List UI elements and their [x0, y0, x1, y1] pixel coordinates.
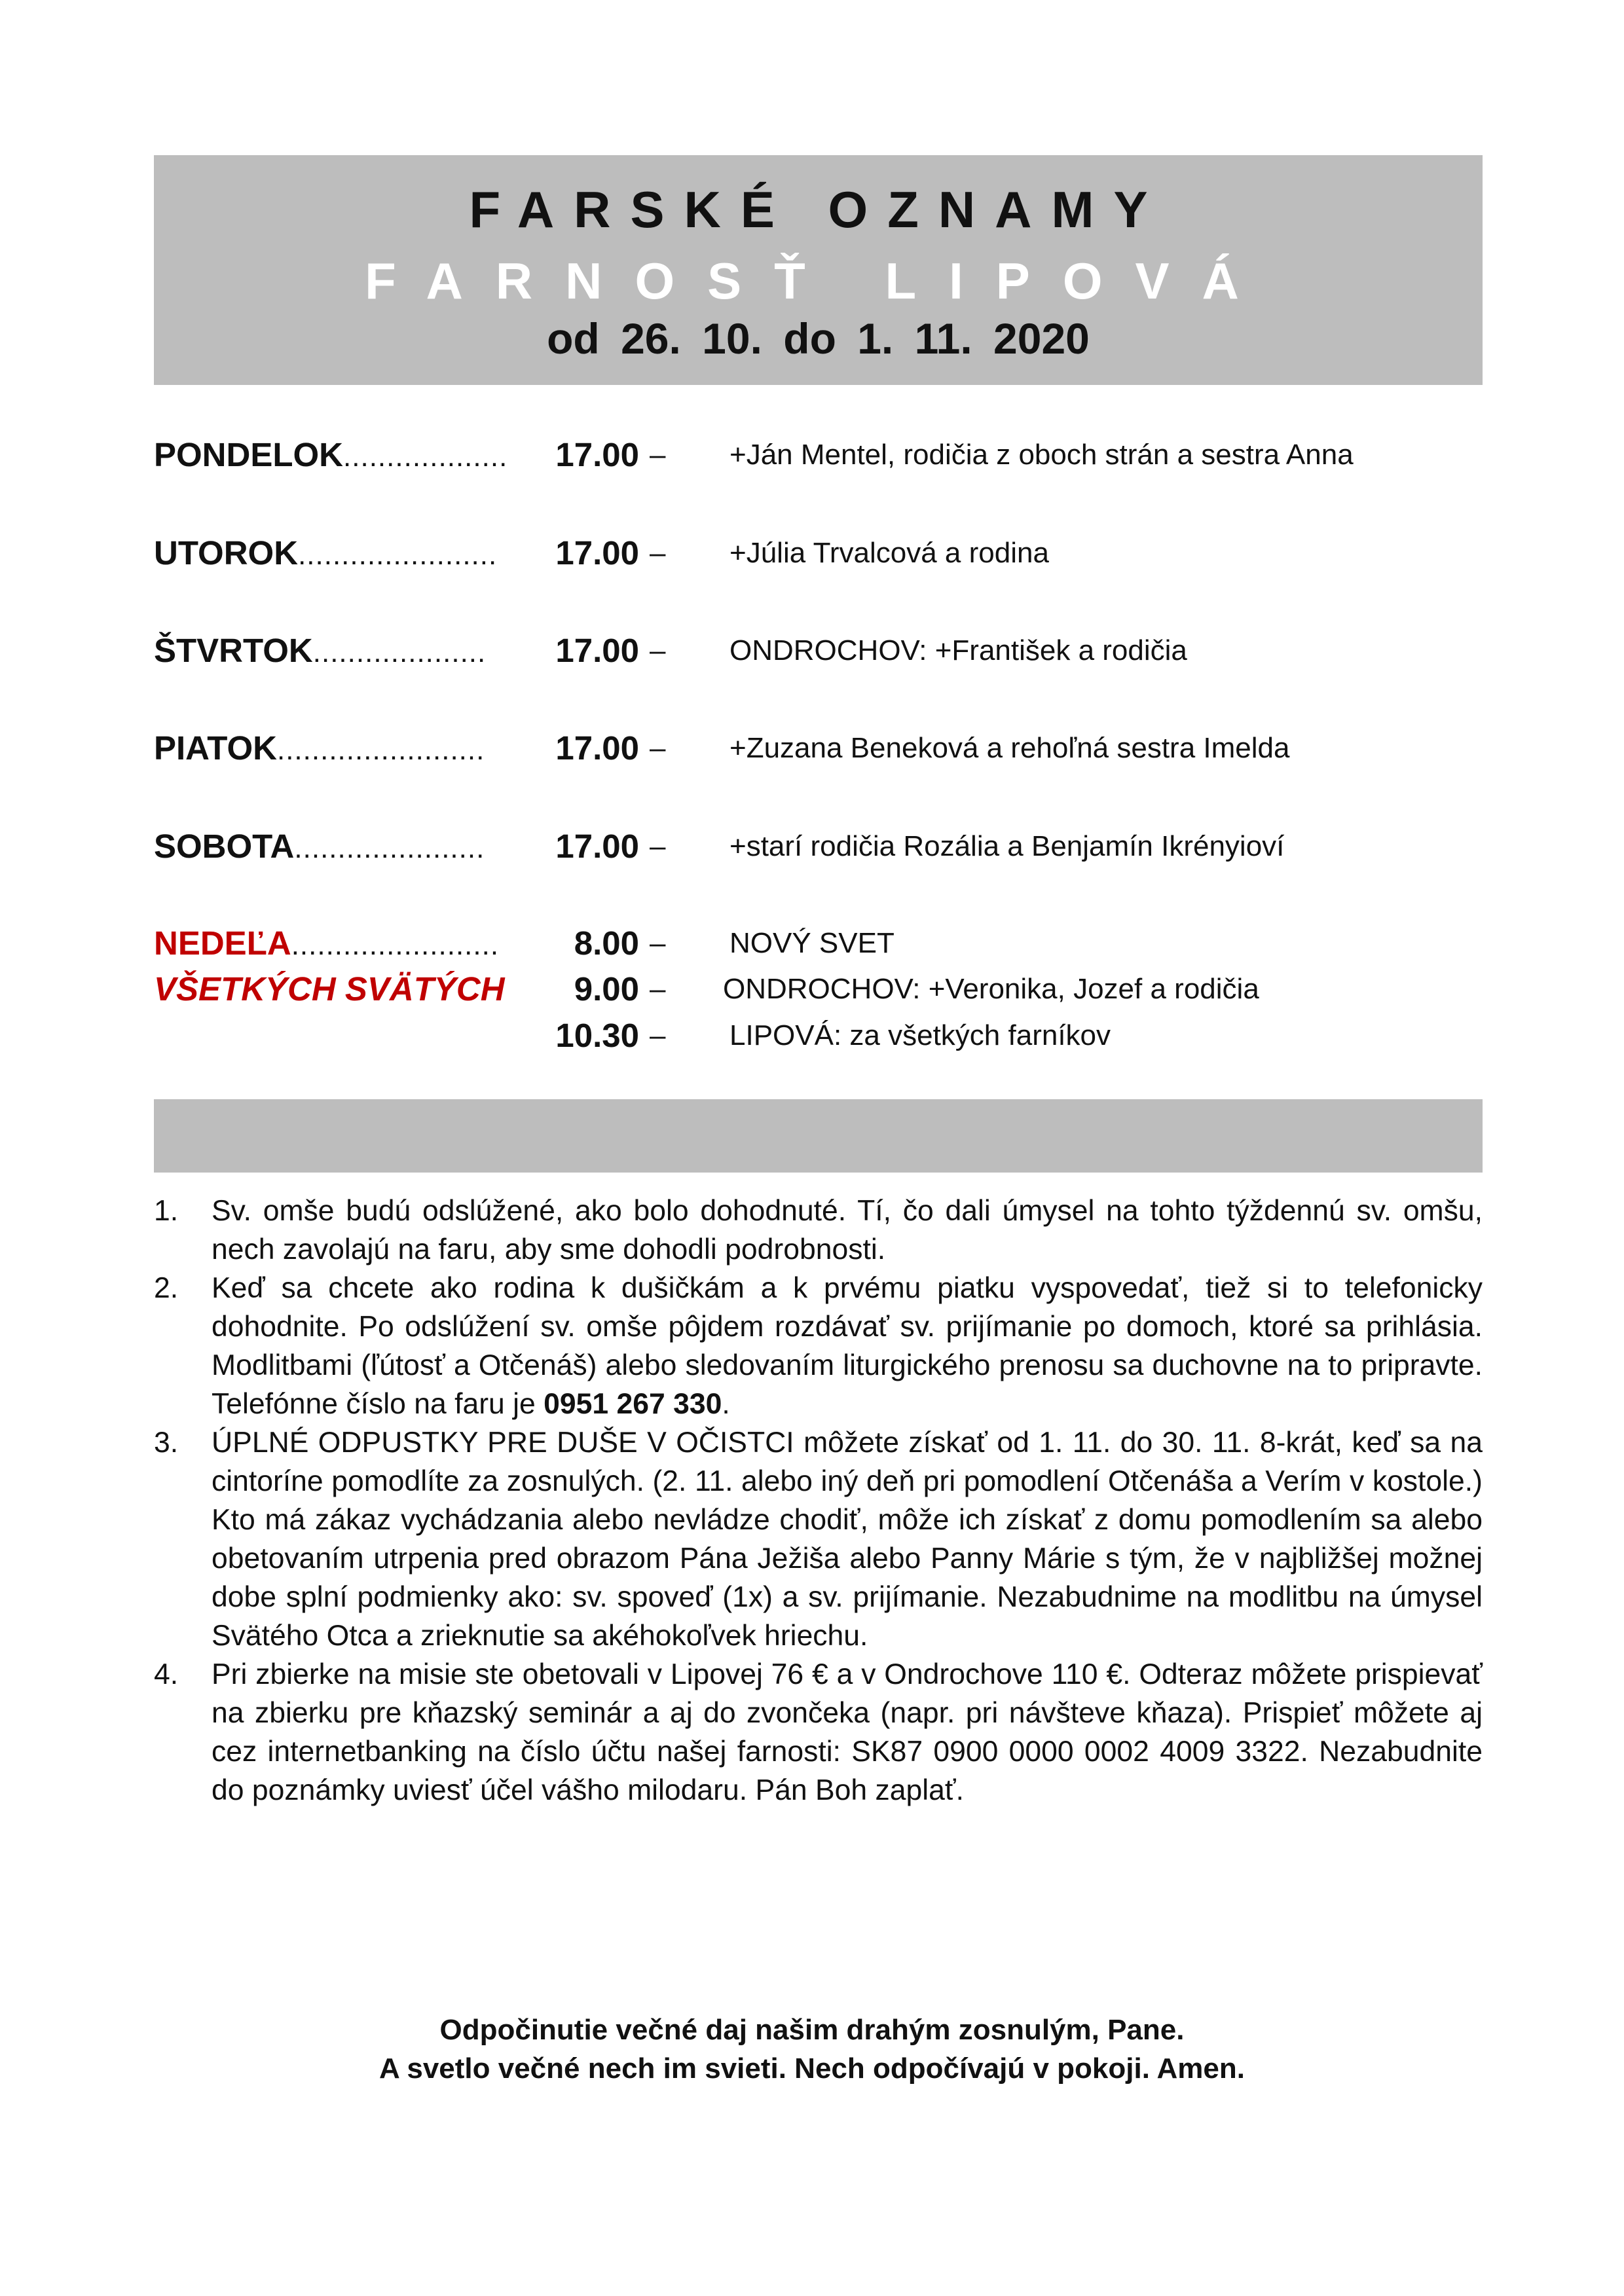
- dash: –: [650, 439, 666, 471]
- list-item: [154, 1423, 1483, 1655]
- closing-line: A svetlo večné nech im svieti. Nech odpočívajú v pokoji. Amen.: [378, 2052, 1246, 2085]
- mass-intention: +starí rodičia Rozália a Benjamín Ikrényioví: [729, 830, 1285, 862]
- parish-name: FARNOSŤ LIPOVÁ: [365, 252, 1272, 310]
- list-item: [154, 1655, 1483, 1810]
- mass-intention: +Ján Mentel, rodičia z oboch strán a sestra Anna: [729, 439, 1354, 471]
- dot-leader: .......................: [298, 539, 498, 571]
- mass-time: 17.00: [555, 632, 639, 669]
- mass-time: 17.00: [555, 729, 639, 767]
- day-label: UTOROK.......................: [154, 534, 498, 572]
- dot-leader: ...................: [343, 441, 508, 473]
- list-item: [154, 1269, 1483, 1423]
- item-text: Sv. omše budú odslúžené, ako bolo dohodnuté. Tí, čo dali úmysel na tohto týždennú sv. omšu, nech zavolajú na faru, aby sme dohodli podrobnosti.: [212, 1195, 1483, 1266]
- item-text: Pri zbierke na misie ste obetovali v Lipovej 76 € a v Ondrochove 110 €. Odteraz môžete prispievať na zbierku pre kňazský seminár a aj do zvončeka (napr. pri návšteve kňaza). Prispieť môžete aj cez internetbanking na číslo účtu našej farnosti: SK87 0900 0000 0002 4009 3322. Nezabudnite do poznámky uviesť účel vášho milodaru. Pán Boh zaplať.: [212, 1658, 1483, 1806]
- item-text: ÚPLNÉ ODPUSTKY PRE DUŠE V OČISTCI môžete získať od 1. 11. do 30. 11. 8-krát, keď sa na cintoríne pomodlíte za zosnulých. (2. 11. alebo iný deň pri pomodlení Otčenáša a Verím v kostole.) Kto má zákaz vychádzania alebo nevládze chodiť, môže ich získať z domu pomodlením sa alebo obetovaním utrpenia pred obrazom Pána Ježiša alebo Panny Márie s tým, že v najbližšej možnej dobe splní podmienky ako: sv. spoveď (1x) a sv. prijímanie. Nezabudnime na modlitbu na úmysel Svätého Otca a zrieknutie sa akéhokoľvek hriechu.: [212, 1427, 1483, 1652]
- dash: –: [650, 830, 666, 862]
- item-number: 1.: [154, 1195, 179, 1227]
- phone-number: 0951 267 330: [544, 1388, 722, 1420]
- closing-prayer: [0, 2011, 1624, 2088]
- schedule-row-friday: [0, 725, 1624, 772]
- schedule-row-sunday-late: [0, 1012, 1624, 1059]
- date-range: od 26. 10. do 1. 11. 2020: [547, 314, 1090, 363]
- dash: –: [650, 634, 666, 666]
- mass-intention: NOVÝ SVET: [729, 927, 895, 959]
- mass-intention: ONDROCHOV: +František a rodičia: [729, 634, 1187, 666]
- closing-line: Odpočinutie večné daj našim drahým zosnulým, Pane.: [439, 2014, 1185, 2046]
- day-label: ŠTVRTOK....................: [154, 632, 487, 669]
- item-number: 2.: [154, 1272, 179, 1304]
- schedule-row-tuesday: [0, 530, 1624, 577]
- page-title: FARSKÉ OZNAMY: [469, 181, 1168, 238]
- dash: –: [650, 732, 666, 764]
- dash: –: [650, 973, 666, 1005]
- dash: –: [650, 927, 666, 959]
- header-band: [154, 155, 1483, 385]
- mass-time: 17.00: [555, 534, 639, 572]
- item-number: 3.: [154, 1427, 179, 1459]
- item-text: Keď sa chcete ako rodina k dušičkám a k prvému piatku vyspovedať, tiež si to telefonicky dohodnite. Po odslúžení sv. omše pôjdem rozdávať sv. prijímanie po domoch, ktoré sa prihlásia. Modlitbami (ľútosť a Otčenáš) alebo sledovaním liturgického prenosu sa duchovne na to pripravte. Telefónne číslo na faru je: [212, 1272, 1483, 1420]
- dot-leader: ........................: [276, 734, 485, 766]
- mass-time: 17.00: [555, 828, 639, 865]
- schedule-row-thursday: [0, 627, 1624, 674]
- mass-intention: +Zuzana Beneková a rehoľná sestra Imelda: [729, 732, 1290, 764]
- mass-intention: ONDROCHOV: +Veronika, Jozef a rodičia: [723, 973, 1259, 1005]
- mass-time: 9.00: [574, 970, 639, 1008]
- list-item: [154, 1192, 1483, 1269]
- mass-intention: +Júlia Trvalcová a rodina: [729, 537, 1049, 569]
- day-label: NEDEĽA........................: [154, 924, 500, 962]
- dot-leader: ......................: [294, 832, 485, 864]
- mass-time: 8.00: [574, 924, 639, 962]
- schedule-row-saturday: [0, 823, 1624, 870]
- day-label: SOBOTA......................: [154, 828, 485, 865]
- schedule-row-monday: [0, 431, 1624, 479]
- day-label: PIATOK........................: [154, 729, 485, 767]
- dash: –: [650, 537, 666, 569]
- item-text-end: .: [722, 1388, 730, 1420]
- separator-band: [154, 1099, 1483, 1173]
- dash: –: [650, 1019, 666, 1051]
- dot-leader: ........................: [291, 929, 500, 961]
- mass-intention: LIPOVÁ: za všetkých farníkov: [729, 1019, 1111, 1051]
- mass-time: 17.00: [555, 436, 639, 473]
- item-number: 4.: [154, 1658, 179, 1690]
- feast-label: VŠETKÝCH SVÄTÝCH: [154, 970, 505, 1008]
- mass-time: 10.30: [555, 1017, 639, 1054]
- schedule-row-all-saints: [0, 966, 1624, 1013]
- announcements-list: [154, 1192, 1483, 1810]
- day-label: PONDELOK...................: [154, 436, 508, 473]
- dot-leader: ....................: [312, 636, 487, 668]
- schedule-row-sunday: [0, 920, 1624, 967]
- day-label: [154, 1012, 530, 1059]
